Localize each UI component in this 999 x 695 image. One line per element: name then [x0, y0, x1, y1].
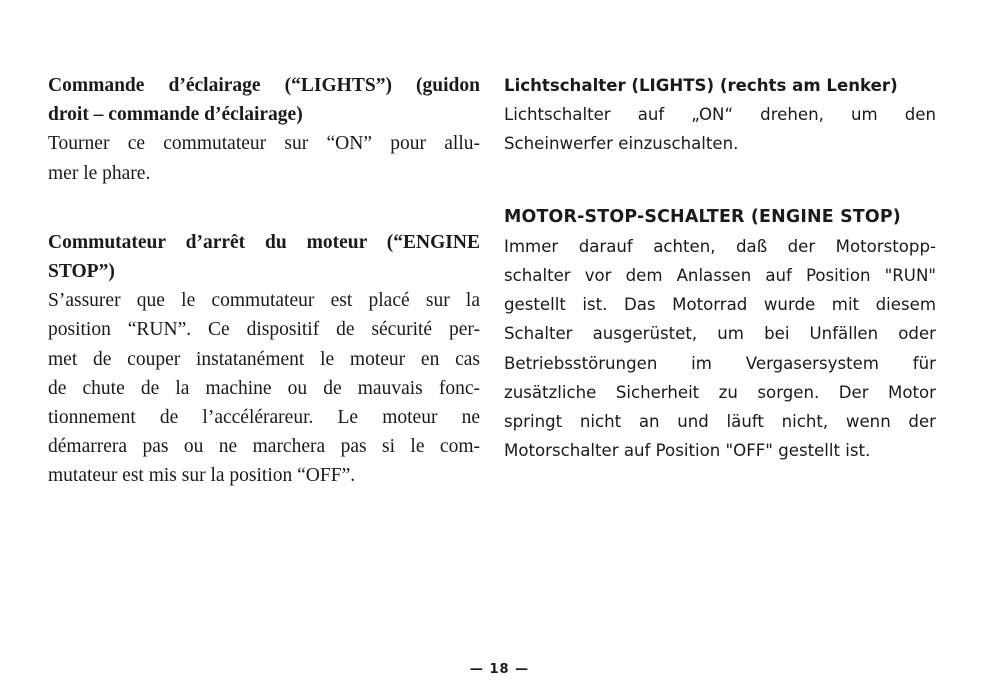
body-line: de chute de la machine ou de mauvais fonc-: [48, 377, 480, 399]
fr-engine-stop-body: [48, 286, 480, 490]
fr-lights-body: [48, 129, 480, 187]
body-line: Tourner ce commutateur sur “ON” pour allu-: [48, 133, 480, 155]
body-line: Scheinwerfer einzuschalten.: [504, 134, 739, 154]
body-line: Betriebsstörungen im Vergasersystem für: [504, 353, 936, 373]
heading-line: Lichtschalter (LIGHTS) (rechts am Lenker): [504, 76, 898, 95]
body-line: Immer darauf achten, daß der Motorstopp-: [504, 236, 936, 256]
de-lights-heading: [504, 71, 936, 100]
de-engine-stop-heading: [504, 203, 936, 232]
body-line: zusätzliche Sicherheit zu sorgen. Der Motor: [504, 382, 936, 402]
fr-engine-stop-section: [48, 228, 480, 491]
body-line: Motorschalter auf Position "OFF" gestellt ist.: [504, 441, 871, 461]
body-line: Lichtschalter auf „ON“ drehen, um den: [504, 105, 936, 125]
fr-lights-heading: [48, 71, 480, 129]
de-lights-body: [504, 100, 936, 158]
body-line: gestellt ist. Das Motorrad wurde mit diesem: [504, 295, 936, 315]
heading-line: Commutateur d’arrêt du moteur (“ENGINE: [48, 231, 480, 253]
french-column: [48, 71, 480, 491]
body-line: tionnement de l’accélérareur. Le moteur ne: [48, 407, 480, 429]
page-number: — 18 —: [469, 662, 530, 677]
fr-lights-section: [48, 71, 480, 188]
body-line: S’assurer que le commutateur est placé sur la: [48, 290, 480, 312]
body-line: démarrera pas ou ne marchera pas si le com-: [48, 436, 480, 458]
body-line: schalter vor dem Anlassen auf Position "RUN": [504, 266, 936, 286]
de-engine-stop-section: [504, 203, 936, 466]
body-line: mutateur est mis sur la position “OFF”.: [48, 465, 356, 487]
de-engine-stop-body: [504, 232, 936, 466]
german-column: [504, 71, 936, 465]
body-line: position “RUN”. Ce dispositif de sécurité per-: [48, 319, 480, 341]
heading-line: Commande d’éclairage (“LIGHTS”) (guidon: [48, 75, 480, 96]
body-line: mer le phare.: [48, 162, 151, 184]
body-line: met de couper instatanément le moteur en cas: [48, 348, 480, 370]
body-line: springt nicht an und läuft nicht, wenn der: [504, 412, 936, 432]
heading-line: droit – commande d’éclairage): [48, 104, 303, 126]
fr-engine-stop-heading: [48, 228, 480, 286]
heading-line: MOTOR-STOP-SCHALTER (ENGINE STOP): [504, 206, 901, 227]
de-lights-section: [504, 71, 936, 159]
heading-line: STOP”): [48, 261, 115, 283]
body-line: Schalter ausgerüstet, um bei Unfällen oder: [504, 324, 936, 344]
